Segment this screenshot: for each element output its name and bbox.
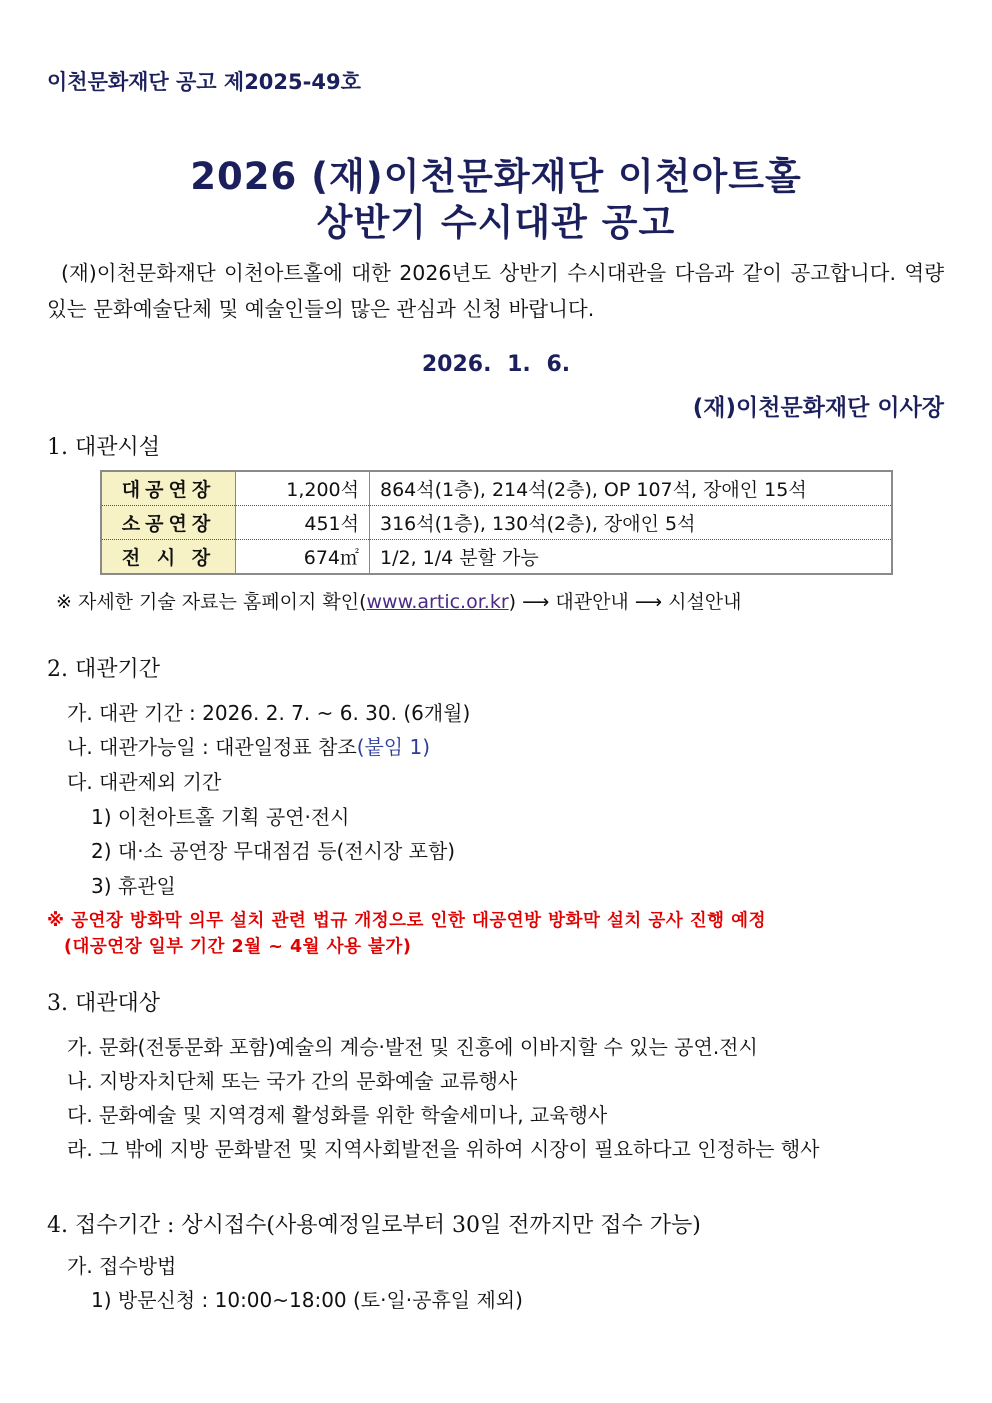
list-item: 나. 지방자치단체 또는 국가 간의 문화예술 교류행사	[67, 1069, 518, 1093]
facility-seats: 1,200석	[236, 471, 370, 506]
notice-number: 이천문화재단 공고 제2025-49호	[47, 70, 361, 94]
signer: (재)이천문화재단 이사장	[692, 395, 944, 421]
section3-title: 3. 대관대상	[47, 991, 160, 1016]
list-item: 라. 그 밖에 지방 문화발전 및 지역사회발전을 위하여 시장이 필요하다고 인정하는 행사	[67, 1137, 820, 1161]
homepage-link[interactable]: www.artic.or.kr	[366, 591, 509, 613]
document-title-line2: 상반기 수시대관 공고	[316, 201, 676, 244]
warning-note: ※ 공연장 방화막 의무 설치 관련 법규 개정으로 인한 대공연방 방화막 설치 공사 진행 예정	[47, 911, 766, 931]
facility-seats: 451석	[236, 506, 370, 540]
note-suffix: ) ⟶ 대관안내 ⟶ 시설안내	[508, 591, 742, 613]
section2-title: 2. 대관기간	[47, 657, 160, 682]
list-item-text: 나. 대관가능일 : 대관일정표 참조	[67, 735, 357, 759]
list-subitem: 1) 방문신청 : 10:00~18:00 (토·일·공휴일 제외)	[91, 1288, 523, 1312]
table-row	[101, 540, 892, 575]
facility-name: 전 시 장	[101, 540, 236, 575]
list-subitem: 3) 휴관일	[91, 874, 176, 898]
list-item: 가. 접수방법	[67, 1254, 177, 1278]
list-item: 다. 대관제외 기간	[67, 770, 222, 794]
list-item	[67, 731, 430, 760]
intro-paragraph: (재)이천문화재단 이천아트홀에 대한 2026년도 상반기 수시대관을 다음과 같이 공고합니다. 역량있는 문화예술단체 및 예술인들의 많은 관심과 신청 바랍니다.	[47, 261, 944, 321]
warning-note-detail: (대공연장 일부 기간 2월 ~ 4월 사용 불가)	[64, 937, 412, 957]
facility-detail: 1/2, 1/4 분할 가능	[380, 547, 539, 569]
list-item: 다. 문화예술 및 지역경제 활성화를 위한 학술세미나, 교육행사	[67, 1103, 608, 1127]
list-subitem: 1) 이천아트홀 기획 공연·전시	[91, 805, 350, 829]
section1-title: 1. 대관시설	[47, 435, 160, 460]
facility-note	[56, 587, 742, 614]
facility-table	[100, 470, 893, 575]
document-title-line1: 2026 (재)이천문화재단 이천아트홀	[190, 155, 802, 198]
facility-detail: 864석(1층), 214석(2층), OP 107석, 장애인 15석	[370, 471, 893, 506]
notice-date: 2026. 1. 6.	[421, 352, 571, 377]
table-row	[101, 471, 892, 506]
facility-detail: 316석(1층), 130석(2층), 장애인 5석	[370, 506, 893, 540]
table-row	[101, 506, 892, 540]
facility-name: 대공연장	[101, 471, 236, 506]
list-subitem: 2) 대·소 공연장 무대점검 등(전시장 포함)	[91, 839, 456, 863]
section4-title: 4. 접수기간 : 상시접수(사용예정일로부터 30일 전까지만 접수 가능)	[47, 1213, 701, 1238]
attachment-ref: (붙임 1)	[356, 735, 431, 759]
note-prefix: ※ 자세한 기술 자료는 홈페이지 확인(	[56, 591, 367, 613]
list-item: 가. 대관 기간 : 2026. 2. 7. ~ 6. 30. (6개월)	[67, 701, 471, 725]
list-item: 가. 문화(전통문화 포함)예술의 계승·발전 및 진흥에 이바지할 수 있는 공연.전시	[67, 1035, 758, 1059]
facility-name: 소공연장	[101, 506, 236, 540]
facility-seats: 674㎡	[236, 540, 370, 575]
